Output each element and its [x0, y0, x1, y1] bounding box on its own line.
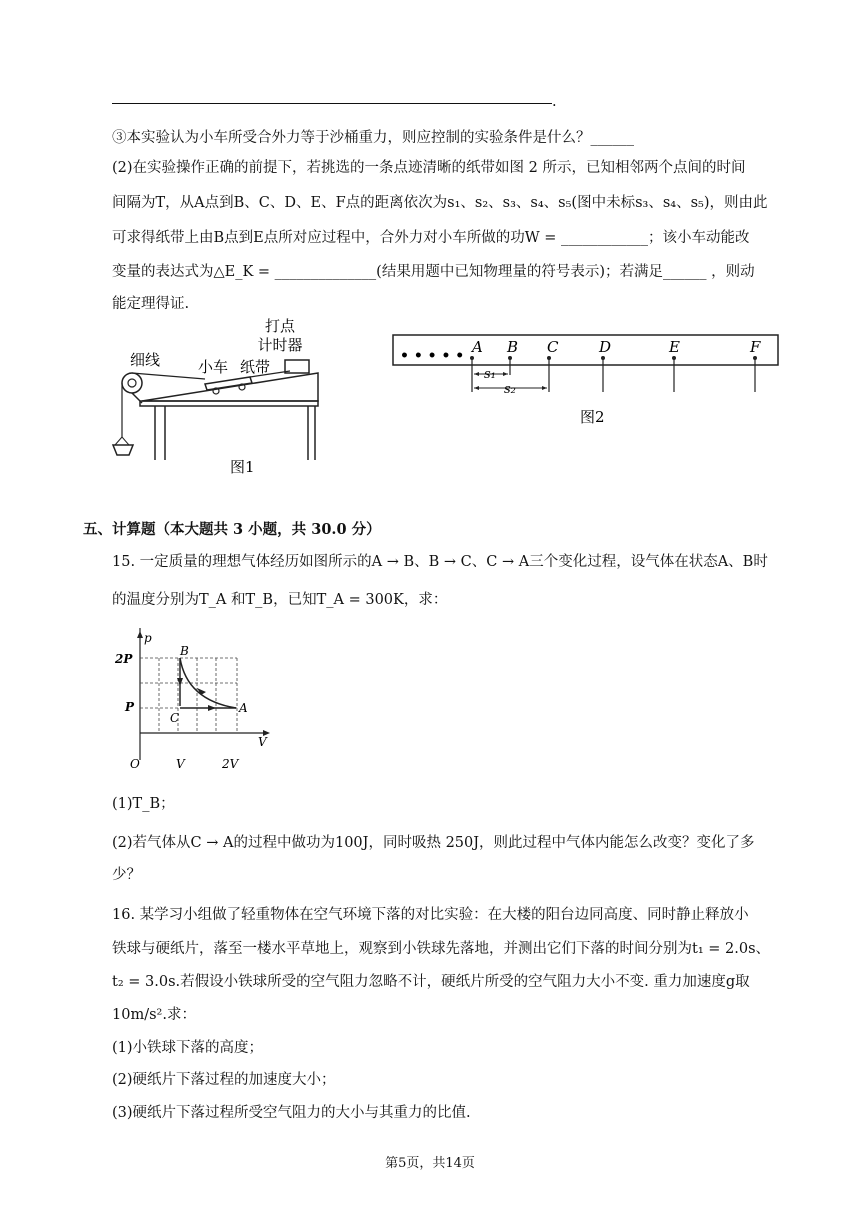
fig1-timer-label1: 打点 — [264, 317, 296, 335]
fig2-label-A: A — [472, 338, 483, 356]
question-14-part2-line2: 间隔为T，从A点到B、C、D、E、F点的距离依次为s₁、s₂、s₃、s₄、s₅(图中未标s₃、s₄、s₅)，则由此 — [112, 195, 768, 211]
fig1-timer-label2: 计时器 — [257, 336, 303, 354]
figure-1-apparatus — [110, 315, 335, 480]
pv-axis-v: V — [258, 735, 267, 749]
question-15-part1: (1)T_B； — [112, 796, 175, 812]
question-16-part1: (1)小铁球下落的高度； — [112, 1040, 264, 1056]
question-14-part3: ③本实验认为小车所受合外力等于沙桶重力，则应控制的实验条件是什么？______ — [112, 130, 634, 146]
question-14-part2-line1: (2)在实验操作正确的前提下，若挑选的一条点迹清晰的纸带如图 2 所示，已知相邻两个点间的时间 — [112, 160, 746, 176]
question-16-part2: (2)硬纸片下落过程的加速度大小； — [112, 1072, 336, 1088]
pv-tick-v: V — [176, 757, 185, 771]
pv-point-A: A — [239, 701, 248, 715]
fig2-label-s1: s₁ — [484, 367, 496, 382]
question-14-part2-line5: 能定理得证. — [112, 296, 190, 312]
fig2-dots: • • • • • — [400, 348, 465, 364]
question-15-part2-line1: (2)若气体从C → A的过程中做功为100J，同时吸热 250J，则此过程中气体内能怎么改变？变化了多 — [112, 835, 755, 851]
pv-tick-p: P — [125, 700, 135, 714]
page-footer: 第5页，共14页 — [385, 1156, 475, 1171]
underline-period: . — [552, 94, 557, 110]
fig1-thread-label: 细线 — [130, 351, 161, 369]
section-5-heading: 五、计算题（本大题共 3 小题，共 30.0 分） — [83, 521, 381, 538]
fig2-label-C: C — [547, 338, 559, 356]
fig2-label-D: D — [599, 338, 612, 356]
pv-tick-2v: 2V — [222, 757, 239, 771]
question-16-part3: (3)硬纸片下落过程所受空气阻力的大小与其重力的比值. — [112, 1105, 471, 1121]
question-15-part2-line2: 少？ — [112, 867, 141, 883]
pv-tick-2p: 2P — [115, 652, 133, 666]
fig1-caption: 图1 — [230, 458, 255, 476]
pv-point-C: C — [170, 711, 180, 725]
fig2-label-B: B — [507, 338, 519, 356]
pv-origin: O — [130, 757, 140, 771]
pv-diagram — [112, 628, 282, 773]
fig2-caption: 图2 — [580, 408, 605, 426]
fig2-label-E: E — [669, 338, 680, 356]
figure-2-tape — [390, 330, 785, 430]
answer-underline — [112, 103, 552, 104]
fig2-label-F: F — [750, 338, 761, 356]
question-14-part2-line4: 变量的表达式为△E_K = ______________(结果用题中已知物理量的符号表示)；若满足______ ，则动 — [112, 264, 755, 280]
pv-point-B: B — [180, 644, 189, 658]
question-16-line3: t₂ = 3.0s.若假设小铁球所受的空气阻力忽略不计，硬纸片所受的空气阻力大小不变. 重力加速度g取 — [112, 974, 750, 990]
question-15-line2: 的温度分别为T_A 和T_B，已知T_A = 300K，求： — [112, 592, 448, 608]
question-14-part2-line3: 可求得纸带上由B点到E点所对应过程中，合外力对小车所做的功W = ____________；该小车动能改 — [112, 230, 750, 246]
question-16-line1: 16. 某学习小组做了轻重物体在空气环境下落的对比实验：在大楼的阳台边同高度、同时静止释放小 — [112, 907, 749, 923]
question-16-line2: 铁球与硬纸片，落至一楼水平草地上，观察到小铁球先落地，并测出它们下落的时间分别为t₁ = 2.0s、 — [112, 941, 771, 957]
question-15-line1: 15. 一定质量的理想气体经历如图所示的A → B、B → C、C → A三个变化过程，设气体在状态A、B时 — [112, 554, 768, 570]
question-16-line4: 10m/s².求： — [112, 1007, 196, 1023]
fig1-cart-label: 小车 — [198, 358, 229, 376]
fig2-label-s2: s₂ — [504, 382, 516, 397]
fig1-tape-label: 纸带 — [240, 358, 271, 376]
pv-axis-p: p — [144, 631, 152, 645]
